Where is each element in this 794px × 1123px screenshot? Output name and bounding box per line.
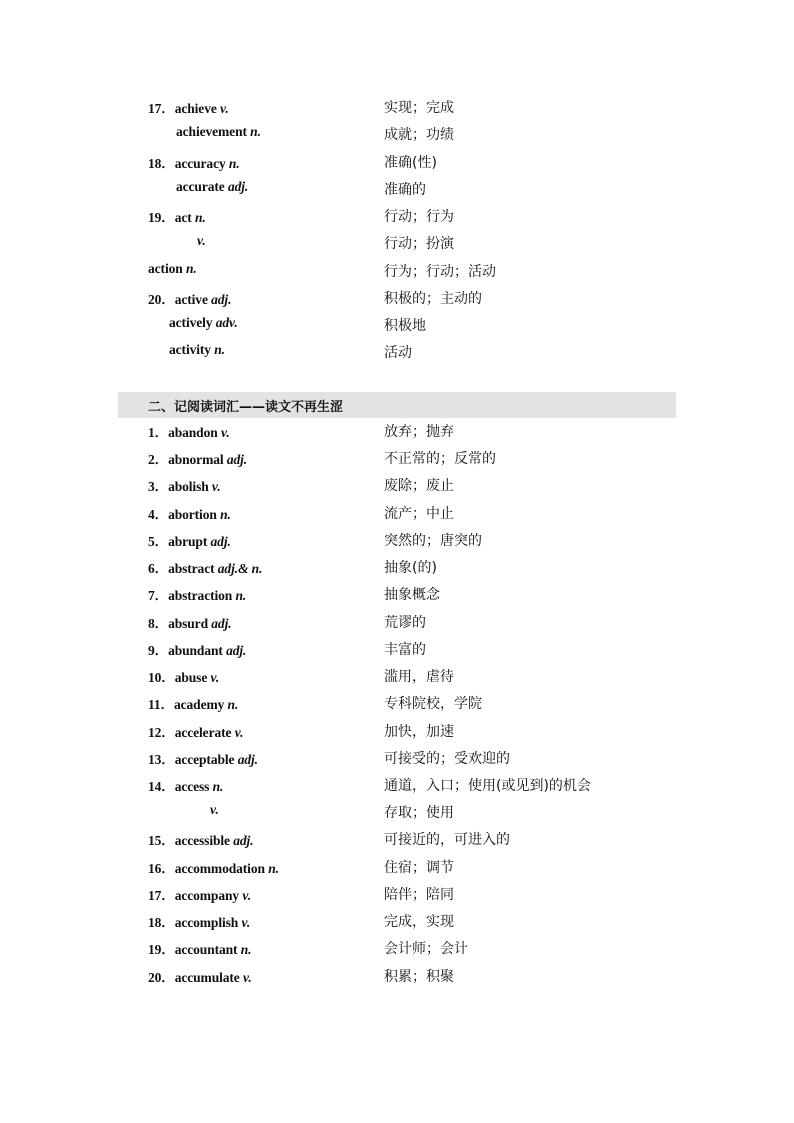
vocab-row: [0, 530, 794, 557]
entry-number: 20．: [148, 292, 175, 307]
vocab-row: [0, 966, 794, 993]
vocab-row: [0, 448, 794, 475]
entry-word: abortion: [168, 507, 217, 522]
vocab-term: [148, 612, 232, 632]
vocab-row: [0, 557, 794, 584]
part-of-speech: v.: [210, 802, 219, 817]
vocab-row: [0, 748, 794, 775]
entry-word: absurd: [168, 616, 208, 631]
part-of-speech: adj.: [227, 179, 249, 194]
chinese-meaning: 突然的；唐突的: [384, 533, 482, 549]
vocab-term: [148, 584, 246, 604]
vocab-term: [148, 475, 221, 495]
vocab-row: [0, 857, 794, 884]
entry-word: abrupt: [168, 534, 208, 549]
vocab-term: [148, 693, 238, 713]
part-of-speech: v.: [242, 888, 252, 903]
section-header: [118, 392, 676, 418]
part-of-speech: adj.: [211, 292, 232, 307]
chinese-meaning: 陪伴；陪同: [384, 887, 454, 903]
vocab-term: [148, 884, 251, 904]
vocab-row: [0, 261, 794, 288]
vocab-row: [0, 233, 794, 260]
entry-word: accomplish: [174, 915, 239, 930]
part-of-speech: v.: [220, 101, 229, 116]
vocab-term: [169, 315, 238, 331]
chinese-meaning: 积极地: [384, 318, 426, 334]
entry-word: actively: [169, 315, 213, 330]
vocab-row: [0, 475, 794, 502]
vocab-term: [148, 261, 197, 277]
part-of-speech: v.: [197, 233, 206, 248]
entry-number: 17．: [148, 888, 175, 903]
chinese-meaning: 存取；使用: [384, 805, 454, 821]
entry-number: 14．: [148, 779, 175, 794]
entry-word: access: [174, 779, 210, 794]
vocab-row: [0, 179, 794, 206]
vocab-row: [0, 666, 794, 693]
vocab-row: [0, 206, 794, 233]
chinese-meaning: 通道，入口；使用(或见到)的机会: [384, 778, 591, 794]
vocab-term: [148, 938, 251, 958]
chinese-meaning: 可接受的；受欢迎的: [384, 751, 510, 767]
chinese-meaning: 行动；行为: [384, 209, 454, 225]
entry-word: abnormal: [168, 452, 224, 467]
part-of-speech: adj.: [226, 643, 247, 658]
entry-number: 11．: [148, 697, 174, 712]
vocab-term: [210, 802, 219, 818]
chinese-meaning: 可接近的，可进入的: [384, 832, 510, 848]
vocab-row: [0, 639, 794, 666]
part-of-speech: v.: [210, 670, 220, 685]
chinese-meaning: 丰富的: [384, 642, 426, 658]
entry-word: academy: [173, 697, 225, 712]
entry-word: action: [148, 261, 183, 276]
chinese-meaning: 住宿；调节: [384, 860, 454, 876]
vocab-term: [148, 966, 252, 986]
vocab-term: [148, 206, 206, 226]
section-title: 二、记阅读词汇——读文不再生涩: [148, 400, 344, 415]
entry-number: 12．: [148, 725, 175, 740]
entry-word: accompany: [174, 888, 240, 903]
entry-number: 17．: [148, 101, 175, 116]
entry-word: abuse: [174, 670, 208, 685]
vocab-row: [0, 911, 794, 938]
entry-word: act: [174, 210, 192, 225]
vocab-term: [148, 748, 258, 768]
vocab-term: [148, 97, 229, 117]
vocab-term: [148, 557, 262, 577]
vocab-row: [0, 288, 794, 315]
vocab-row: [0, 938, 794, 965]
vocab-term: [148, 775, 223, 795]
entry-number: 8．: [148, 616, 169, 631]
vocab-row: [0, 775, 794, 802]
part-of-speech: v.: [211, 479, 221, 494]
part-of-speech: adj.& n.: [217, 561, 263, 576]
entry-number: 19．: [148, 210, 175, 225]
chinese-meaning: 积极的；主动的: [384, 291, 482, 307]
part-of-speech: n.: [228, 156, 240, 171]
vocab-term: [148, 721, 243, 741]
entry-word: accountant: [174, 942, 238, 957]
vocab-row: [0, 152, 794, 179]
chinese-meaning: 抽象概念: [384, 587, 440, 603]
part-of-speech: v.: [220, 425, 230, 440]
chinese-meaning: 不正常的；反常的: [384, 451, 496, 467]
entry-word: abandon: [168, 425, 218, 440]
part-of-speech: n.: [268, 861, 279, 876]
chinese-meaning: 活动: [384, 345, 412, 361]
part-of-speech: adj.: [237, 752, 258, 767]
vocab-term: [148, 503, 231, 523]
entry-number: 7．: [148, 588, 169, 603]
vocab-term: [169, 342, 225, 358]
vocab-row: [0, 612, 794, 639]
entry-number: 18．: [148, 915, 175, 930]
part-of-speech: adj.: [211, 616, 232, 631]
entry-word: abundant: [168, 643, 223, 658]
vocab-row: [0, 124, 794, 151]
entry-number: 3．: [148, 479, 169, 494]
entry-number: 9．: [148, 643, 169, 658]
entry-number: 4．: [148, 507, 169, 522]
part-of-speech: n.: [227, 697, 239, 712]
vocab-row: [0, 884, 794, 911]
part-of-speech: n.: [214, 342, 225, 357]
vocab-term: [148, 448, 247, 468]
vocab-term: [148, 829, 253, 849]
chinese-meaning: 成就；功绩: [384, 127, 454, 143]
part-of-speech: adj.: [233, 833, 254, 848]
chinese-meaning: 专科院校，学院: [384, 696, 482, 712]
entry-word: achieve: [174, 101, 217, 116]
entry-number: 19．: [148, 942, 175, 957]
vocab-term: [148, 639, 246, 659]
part-of-speech: v.: [234, 725, 244, 740]
part-of-speech: n.: [212, 779, 224, 794]
entry-number: 16．: [148, 861, 175, 876]
part-of-speech: n.: [235, 588, 247, 603]
chinese-meaning: 实现；完成: [384, 100, 454, 116]
chinese-meaning: 完成，实现: [384, 914, 454, 930]
vocab-term: [176, 124, 261, 140]
part-of-speech: n.: [194, 210, 206, 225]
part-of-speech: v.: [241, 915, 251, 930]
vocab-row: [0, 721, 794, 748]
vocab-term: [176, 179, 248, 195]
part-of-speech: adv.: [215, 315, 238, 330]
entry-word: active: [174, 292, 208, 307]
entry-word: achievement: [176, 124, 247, 139]
vocab-row: [0, 421, 794, 448]
entry-word: accessible: [174, 833, 230, 848]
chinese-meaning: 荒谬的: [384, 615, 426, 631]
vocab-term: [148, 152, 240, 172]
vocab-term: [148, 288, 231, 308]
entry-word: abstract: [168, 561, 215, 576]
entry-number: 1．: [148, 425, 169, 440]
vocab-term: [148, 530, 231, 550]
vocab-term: [148, 911, 250, 931]
part-of-speech: adj.: [226, 452, 248, 467]
entry-number: 15．: [148, 833, 175, 848]
entry-word: abstraction: [168, 588, 233, 603]
entry-number: 6．: [148, 561, 169, 576]
chinese-meaning: 会计师；会计: [384, 941, 468, 957]
vocab-row: [0, 584, 794, 611]
entry-number: 10．: [148, 670, 175, 685]
vocab-term: [148, 666, 219, 686]
part-of-speech: n.: [250, 124, 261, 139]
part-of-speech: n.: [185, 261, 197, 276]
vocab-term: [197, 233, 206, 249]
vocab-term: [148, 857, 279, 877]
entry-number: 20．: [148, 970, 175, 985]
chinese-meaning: 行为；行动；活动: [384, 264, 496, 280]
vocab-row: [0, 503, 794, 530]
chinese-meaning: 准确(性): [384, 155, 437, 171]
entry-word: abolish: [168, 479, 209, 494]
part-of-speech: v.: [242, 970, 252, 985]
chinese-meaning: 加快，加速: [384, 724, 454, 740]
chinese-meaning: 放弃；抛弃: [384, 424, 454, 440]
vocab-row: [0, 829, 794, 856]
vocab-row: [0, 802, 794, 829]
part-of-speech: n.: [220, 507, 231, 522]
vocab-term: [148, 421, 230, 441]
vocab-row: [0, 315, 794, 342]
entry-word: accurate: [176, 179, 225, 194]
chinese-meaning: 流产；中止: [384, 506, 454, 522]
chinese-meaning: 积累；积聚: [384, 969, 454, 985]
entry-word: accommodation: [174, 861, 265, 876]
entry-word: accelerate: [174, 725, 232, 740]
entry-word: accumulate: [174, 970, 240, 985]
entry-number: 2．: [148, 452, 169, 467]
chinese-meaning: 行动；扮演: [384, 236, 454, 252]
chinese-meaning: 抽象(的): [384, 560, 437, 576]
vocab-row: [0, 342, 794, 369]
part-of-speech: n.: [240, 942, 252, 957]
entry-word: activity: [169, 342, 211, 357]
entry-word: acceptable: [174, 752, 235, 767]
entry-number: 13．: [148, 752, 175, 767]
chinese-meaning: 废除；废止: [384, 478, 454, 494]
entry-word: accuracy: [174, 156, 226, 171]
vocab-row: [0, 693, 794, 720]
chinese-meaning: 滥用，虐待: [384, 669, 454, 685]
entry-number: 18．: [148, 156, 175, 171]
entry-number: 5．: [148, 534, 169, 549]
part-of-speech: adj.: [210, 534, 231, 549]
chinese-meaning: 准确的: [384, 182, 426, 198]
vocab-row: [0, 97, 794, 124]
